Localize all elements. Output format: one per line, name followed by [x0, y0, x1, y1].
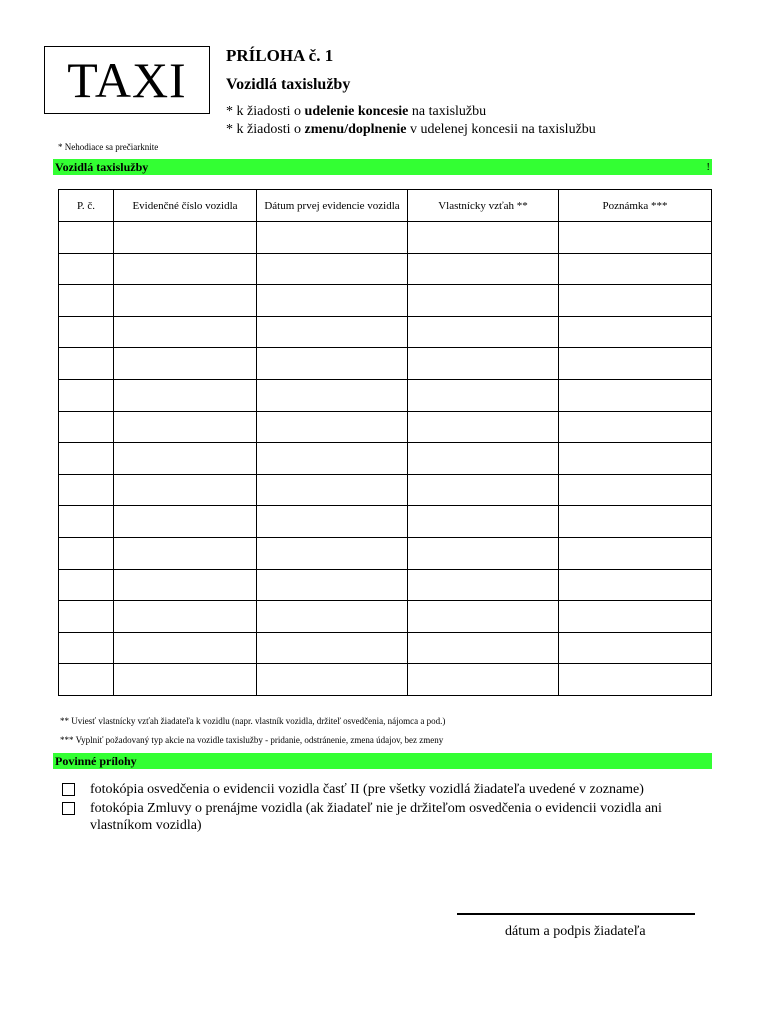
table-cell[interactable] [59, 506, 114, 538]
vehicles-table [58, 189, 712, 696]
table-cell[interactable] [408, 601, 559, 633]
table-cell[interactable] [559, 601, 712, 633]
table-cell[interactable] [559, 222, 712, 254]
table-cell[interactable] [114, 601, 257, 633]
table-cell[interactable] [114, 632, 257, 664]
table-cell[interactable] [257, 348, 408, 380]
table-cell[interactable] [114, 316, 257, 348]
annex-title: PRÍLOHA č. 1 [226, 46, 334, 65]
table-cell[interactable] [408, 253, 559, 285]
attachment-item-registration [62, 781, 708, 798]
attachment-label: fotokópia Zmluvy o prenájme vozidla (ak žiadateľ nie je držiteľom osvedčenia o evidencii vozidla ani vlastníkom vozidla) [90, 801, 662, 833]
table-cell[interactable] [257, 474, 408, 506]
table-cell[interactable] [59, 379, 114, 411]
table-row [59, 537, 712, 569]
table-cell[interactable] [59, 285, 114, 317]
table-cell[interactable] [59, 474, 114, 506]
attachment-item-lease [62, 800, 708, 834]
table-row [59, 222, 712, 254]
table-cell[interactable] [59, 569, 114, 601]
annex-subtitle: Vozidlá taxislužby [226, 76, 351, 93]
table-row [59, 632, 712, 664]
table-cell[interactable] [408, 506, 559, 538]
table-cell[interactable] [114, 506, 257, 538]
table-cell[interactable] [408, 285, 559, 317]
table-cell[interactable] [408, 379, 559, 411]
table-header-row [59, 190, 712, 222]
footnote-ownership: ** Uviesť vlastnícky vzťah žiadateľa k vozidlu (napr. vlastník vozidla, držiteľ osvedčenia, nájomca a pod.) [60, 716, 446, 726]
table-cell[interactable] [59, 632, 114, 664]
table-cell[interactable] [408, 443, 559, 475]
table-row [59, 506, 712, 538]
table-cell[interactable] [257, 601, 408, 633]
table-cell[interactable] [257, 632, 408, 664]
table-cell[interactable] [59, 537, 114, 569]
table-cell[interactable] [114, 253, 257, 285]
signature-line [457, 913, 695, 915]
attachment-checkbox[interactable] [62, 802, 75, 815]
table-row [59, 285, 712, 317]
table-cell[interactable] [257, 253, 408, 285]
table-cell[interactable] [559, 474, 712, 506]
attachment-checkbox[interactable] [62, 783, 75, 796]
table-cell[interactable] [114, 285, 257, 317]
table-cell[interactable] [559, 537, 712, 569]
col-header-first-registration: Dátum prvej evidencie vozidla [257, 190, 408, 222]
col-header-number: P. č. [59, 190, 114, 222]
table-cell[interactable] [59, 316, 114, 348]
table-cell[interactable] [408, 411, 559, 443]
signature-label: dátum a podpis žiadateľa [505, 924, 646, 939]
table-cell[interactable] [257, 222, 408, 254]
col-header-note: Poznámka *** [559, 190, 712, 222]
table-cell[interactable] [559, 632, 712, 664]
col-header-plate: Evidenčné číslo vozidla [114, 190, 257, 222]
table-cell[interactable] [257, 411, 408, 443]
table-cell[interactable] [114, 537, 257, 569]
section-header-vehicles [53, 159, 712, 175]
table-cell[interactable] [408, 222, 559, 254]
taxi-logo: TAXI [44, 46, 210, 114]
table-row [59, 474, 712, 506]
table-cell[interactable] [257, 379, 408, 411]
table-cell[interactable] [408, 569, 559, 601]
section-header-attachments [53, 753, 712, 769]
table-row [59, 443, 712, 475]
table-cell[interactable] [114, 348, 257, 380]
table-cell[interactable] [559, 253, 712, 285]
line1-prefix: * k žiadosti o [226, 104, 305, 119]
table-cell[interactable] [408, 664, 559, 696]
footnote-action: *** Vyplniť požadovaný typ akcie na vozidle taxislužby - pridanie, odstránenie, zmena údajov, bez zmeny [60, 735, 444, 745]
table-cell[interactable] [114, 569, 257, 601]
table-cell[interactable] [59, 601, 114, 633]
table-cell[interactable] [114, 474, 257, 506]
table-row [59, 601, 712, 633]
table-cell[interactable] [559, 443, 712, 475]
table-cell[interactable] [559, 506, 712, 538]
application-type-line-2 [226, 122, 596, 138]
line2-bold: zmenu/doplnenie [304, 122, 407, 137]
table-cell[interactable] [559, 664, 712, 696]
attachment-label: fotokópia osvedčenia o evidencii vozidla časť II (pre všetky vozidlá žiadateľa uvedené v zozname) [90, 782, 644, 797]
table-row [59, 664, 712, 696]
table-cell[interactable] [114, 222, 257, 254]
table-cell[interactable] [114, 411, 257, 443]
table-row [59, 253, 712, 285]
table-cell[interactable] [408, 474, 559, 506]
table-cell[interactable] [559, 379, 712, 411]
line2-prefix: * k žiadosti o [226, 122, 305, 137]
table-cell[interactable] [257, 506, 408, 538]
table-cell[interactable] [559, 316, 712, 348]
line1-bold: udelenie koncesie [304, 104, 409, 119]
line2-suffix: v udelenej koncesii na taxislužbu [406, 122, 596, 137]
table-cell[interactable] [114, 664, 257, 696]
table-row [59, 316, 712, 348]
section-tail-mark: ! [706, 161, 710, 173]
table-cell[interactable] [257, 285, 408, 317]
table-cell[interactable] [59, 664, 114, 696]
table-cell[interactable] [559, 569, 712, 601]
section-title-attachments: Povinné prílohy [55, 754, 137, 768]
table-cell[interactable] [257, 443, 408, 475]
table-cell[interactable] [257, 569, 408, 601]
table-cell[interactable] [408, 316, 559, 348]
table-cell[interactable] [559, 411, 712, 443]
table-body [59, 222, 712, 696]
table-cell[interactable] [59, 253, 114, 285]
table-cell[interactable] [408, 632, 559, 664]
table-cell[interactable] [114, 443, 257, 475]
table-row [59, 348, 712, 380]
table-cell[interactable] [59, 348, 114, 380]
table-cell[interactable] [59, 411, 114, 443]
table-cell[interactable] [257, 316, 408, 348]
table-row [59, 411, 712, 443]
table-cell[interactable] [59, 443, 114, 475]
table-cell[interactable] [408, 348, 559, 380]
table-cell[interactable] [59, 222, 114, 254]
table-cell[interactable] [559, 348, 712, 380]
table-cell[interactable] [114, 379, 257, 411]
table-row [59, 569, 712, 601]
line1-suffix: na taxislužbu [408, 104, 487, 119]
table-cell[interactable] [257, 537, 408, 569]
table-cell[interactable] [408, 537, 559, 569]
table-cell[interactable] [257, 664, 408, 696]
section-title-vehicles: Vozidlá taxislužby [55, 160, 149, 174]
table-row [59, 379, 712, 411]
col-header-ownership: Vlastnícky vzťah ** [408, 190, 559, 222]
application-type-line-1 [226, 104, 486, 120]
strikeout-note: * Nehodiace sa prečiarknite [58, 142, 159, 152]
table-cell[interactable] [559, 285, 712, 317]
